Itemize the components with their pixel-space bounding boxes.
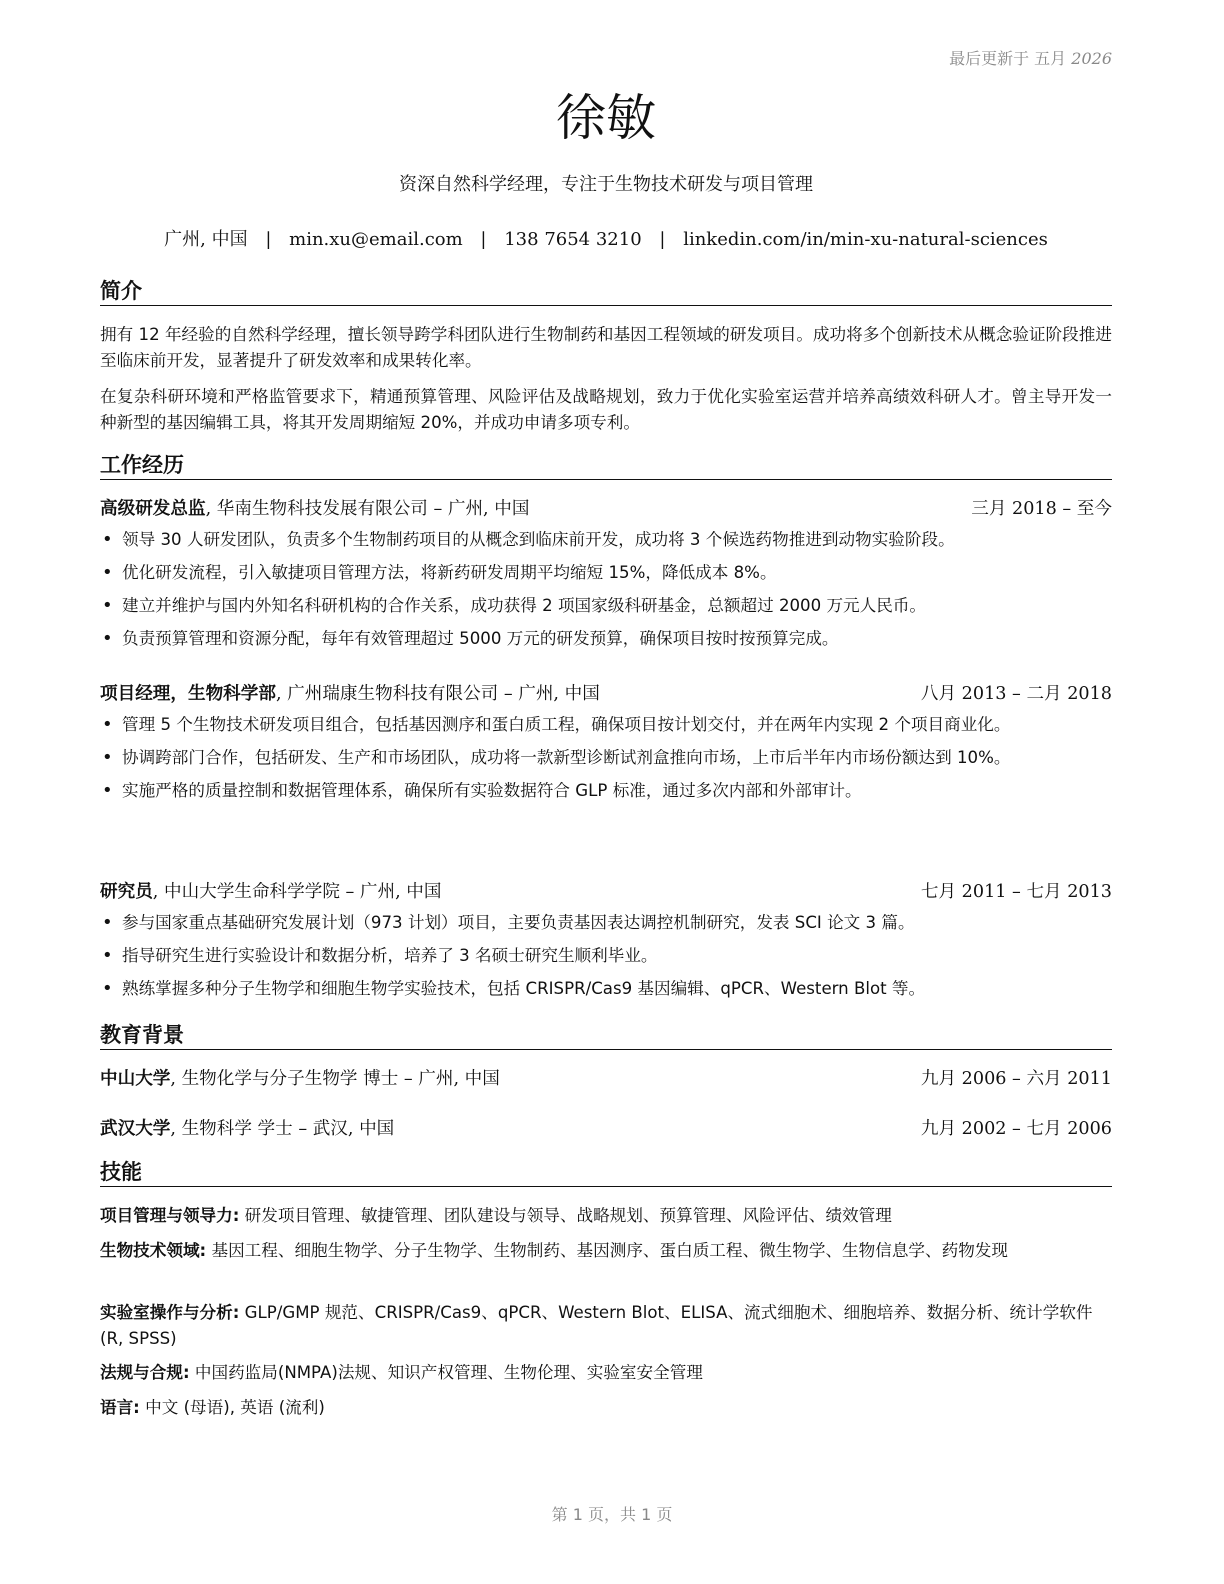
separator: | [659,229,666,250]
list-item: • 优化研发流程，引入敏捷项目管理方法，将新药研发周期平均缩短 15%，降低成本 8%。 [100,560,1112,586]
skill-text: GLP/GMP 规范、CRISPR/Cas9、qPCR、Western Blot、ELISA、流式细胞术、细胞培养、数据分析、统计学软件 (R, SPSS) [100,1303,1093,1348]
education-dates: 九月 2006 – 六月 2011 [920,1069,1112,1089]
education-entry [100,1116,1112,1142]
list-item: • 实施严格的质量控制和数据管理体系，确保所有实验数据符合 GLP 标准，通过多次内部和外部审计。 [100,778,1112,804]
page-number: 第 1 页，共 1 页 [551,1505,673,1524]
job-header [100,496,1112,522]
section-heading-experience: 工作经历 [100,452,1112,480]
phone-number: 138 7654 3210 [504,229,642,250]
skill-label: 项目管理与领导力: [100,1206,240,1225]
skill-row [100,1395,1112,1421]
section-heading-summary: 简介 [100,278,1112,306]
job-organization: , 华南生物科技发展有限公司 – 广州, 中国 [205,499,530,519]
section-heading-education: 教育背景 [100,1022,1112,1050]
job-title: 研究员 [100,882,153,902]
summary-paragraph: 在复杂科研环境和严格监管要求下，精通预算管理、风险评估及战略规划，致力于优化实验室运营并培养高绩效科研人才。曾主导开发一种新型的基因编辑工具，将其开发周期缩短 20%，并成功申请多项专利。 [100,387,1112,432]
job-dates: 三月 2018 – 至今 [971,499,1112,519]
list-item: • 协调跨部门合作，包括研发、生产和市场团队，成功将一款新型诊断试剂盒推向市场，上市后半年内市场份额达到 10%。 [100,745,1112,771]
skill-row [100,1300,1112,1352]
list-item: • 参与国家重点基础研究发展计划（973 计划）项目，主要负责基因表达调控机制研究，发表 SCI 论文 3 篇。 [100,910,1112,936]
job-organization: , 广州瑞康生物科技有限公司 – 广州, 中国 [275,684,600,704]
tagline: 资深自然科学经理，专注于生物技术研发与项目管理 [399,174,813,195]
location: 广州, 中国 [164,229,248,250]
list-item: • 熟练掌握多种分子生物学和细胞生物学实验技术，包括 CRISPR/Cas9 基因编辑、qPCR、Western Blot 等。 [100,976,1112,1002]
job-header [100,681,1112,707]
skill-label: 语言: [100,1398,140,1417]
job-bullets [100,527,1112,659]
education-dates: 九月 2002 – 七月 2006 [920,1119,1112,1139]
contact-line [100,225,1112,251]
list-item: • 负责预算管理和资源分配，每年有效管理超过 5000 万元的研发预算，确保项目按时按预算完成。 [100,626,1112,652]
last-updated: 最后更新于 五月 2026 [949,49,1112,68]
skill-text: 中文 (母语), 英语 (流利) [139,1398,325,1417]
job-header [100,879,1112,905]
job-dates: 八月 2013 – 二月 2018 [920,684,1112,704]
skill-label: 法规与合规: [100,1363,190,1382]
skill-label: 生物技术领域: [100,1241,207,1260]
job-bullets [100,712,1112,811]
job-bullets [100,910,1112,1009]
summary-paragraph: 拥有 12 年经验的自然科学经理，擅长领导跨学科团队进行生物制药和基因工程领域的研发项目。成功将多个创新技术从概念验证阶段推进至临床前开发，显著提升了研发效率和成果转化率。 [100,325,1112,370]
candidate-name: 徐敏 [556,89,656,147]
school-name: 中山大学 [100,1069,171,1089]
linkedin-link[interactable]: linkedin.com/in/min-xu-natural-sciences [683,229,1048,250]
job-title: 项目经理，生物科学部 [100,684,276,704]
section-heading-skills: 技能 [100,1159,1112,1187]
school-name: 武汉大学 [100,1119,171,1139]
skill-text: 中国药监局(NMPA)法规、知识产权管理、生物伦理、实验室安全管理 [189,1363,703,1382]
list-item: • 建立并维护与国内外知名科研机构的合作关系，成功获得 2 项国家级科研基金，总额超过 2000 万元人民币。 [100,593,1112,619]
degree-detail: , 生物科学 学士 – 武汉, 中国 [170,1119,395,1139]
skill-row [100,1360,1112,1386]
list-item: • 管理 5 个生物技术研发项目组合，包括基因测序和蛋白质工程，确保项目按计划交付，并在两年内实现 2 个项目商业化。 [100,712,1112,738]
degree-detail: , 生物化学与分子生物学 博士 – 广州, 中国 [170,1069,500,1089]
separator: | [265,229,272,250]
skill-row [100,1238,1112,1264]
job-dates: 七月 2011 – 七月 2013 [920,882,1112,902]
skill-row [100,1203,1112,1229]
list-item: • 指导研究生进行实验设计和数据分析，培养了 3 名硕士研究生顺利毕业。 [100,943,1112,969]
skill-text: 基因工程、细胞生物学、分子生物学、生物制药、基因测序、蛋白质工程、微生物学、生物信息学、药物发现 [206,1241,1008,1260]
skill-text: 研发项目管理、敏捷管理、团队建设与领导、战略规划、预算管理、风险评估、绩效管理 [239,1206,892,1225]
separator: | [480,229,487,250]
email-link[interactable]: min.xu@email.com [289,229,463,250]
job-organization: , 中山大学生命科学学院 – 广州, 中国 [152,882,442,902]
list-item: • 领导 30 人研发团队，负责多个生物制药项目的从概念到临床前开发，成功将 3 个候选药物推进到动物实验阶段。 [100,527,1112,553]
education-entry [100,1066,1112,1092]
skill-label: 实验室操作与分析: [100,1303,240,1322]
job-title: 高级研发总监 [100,499,206,519]
